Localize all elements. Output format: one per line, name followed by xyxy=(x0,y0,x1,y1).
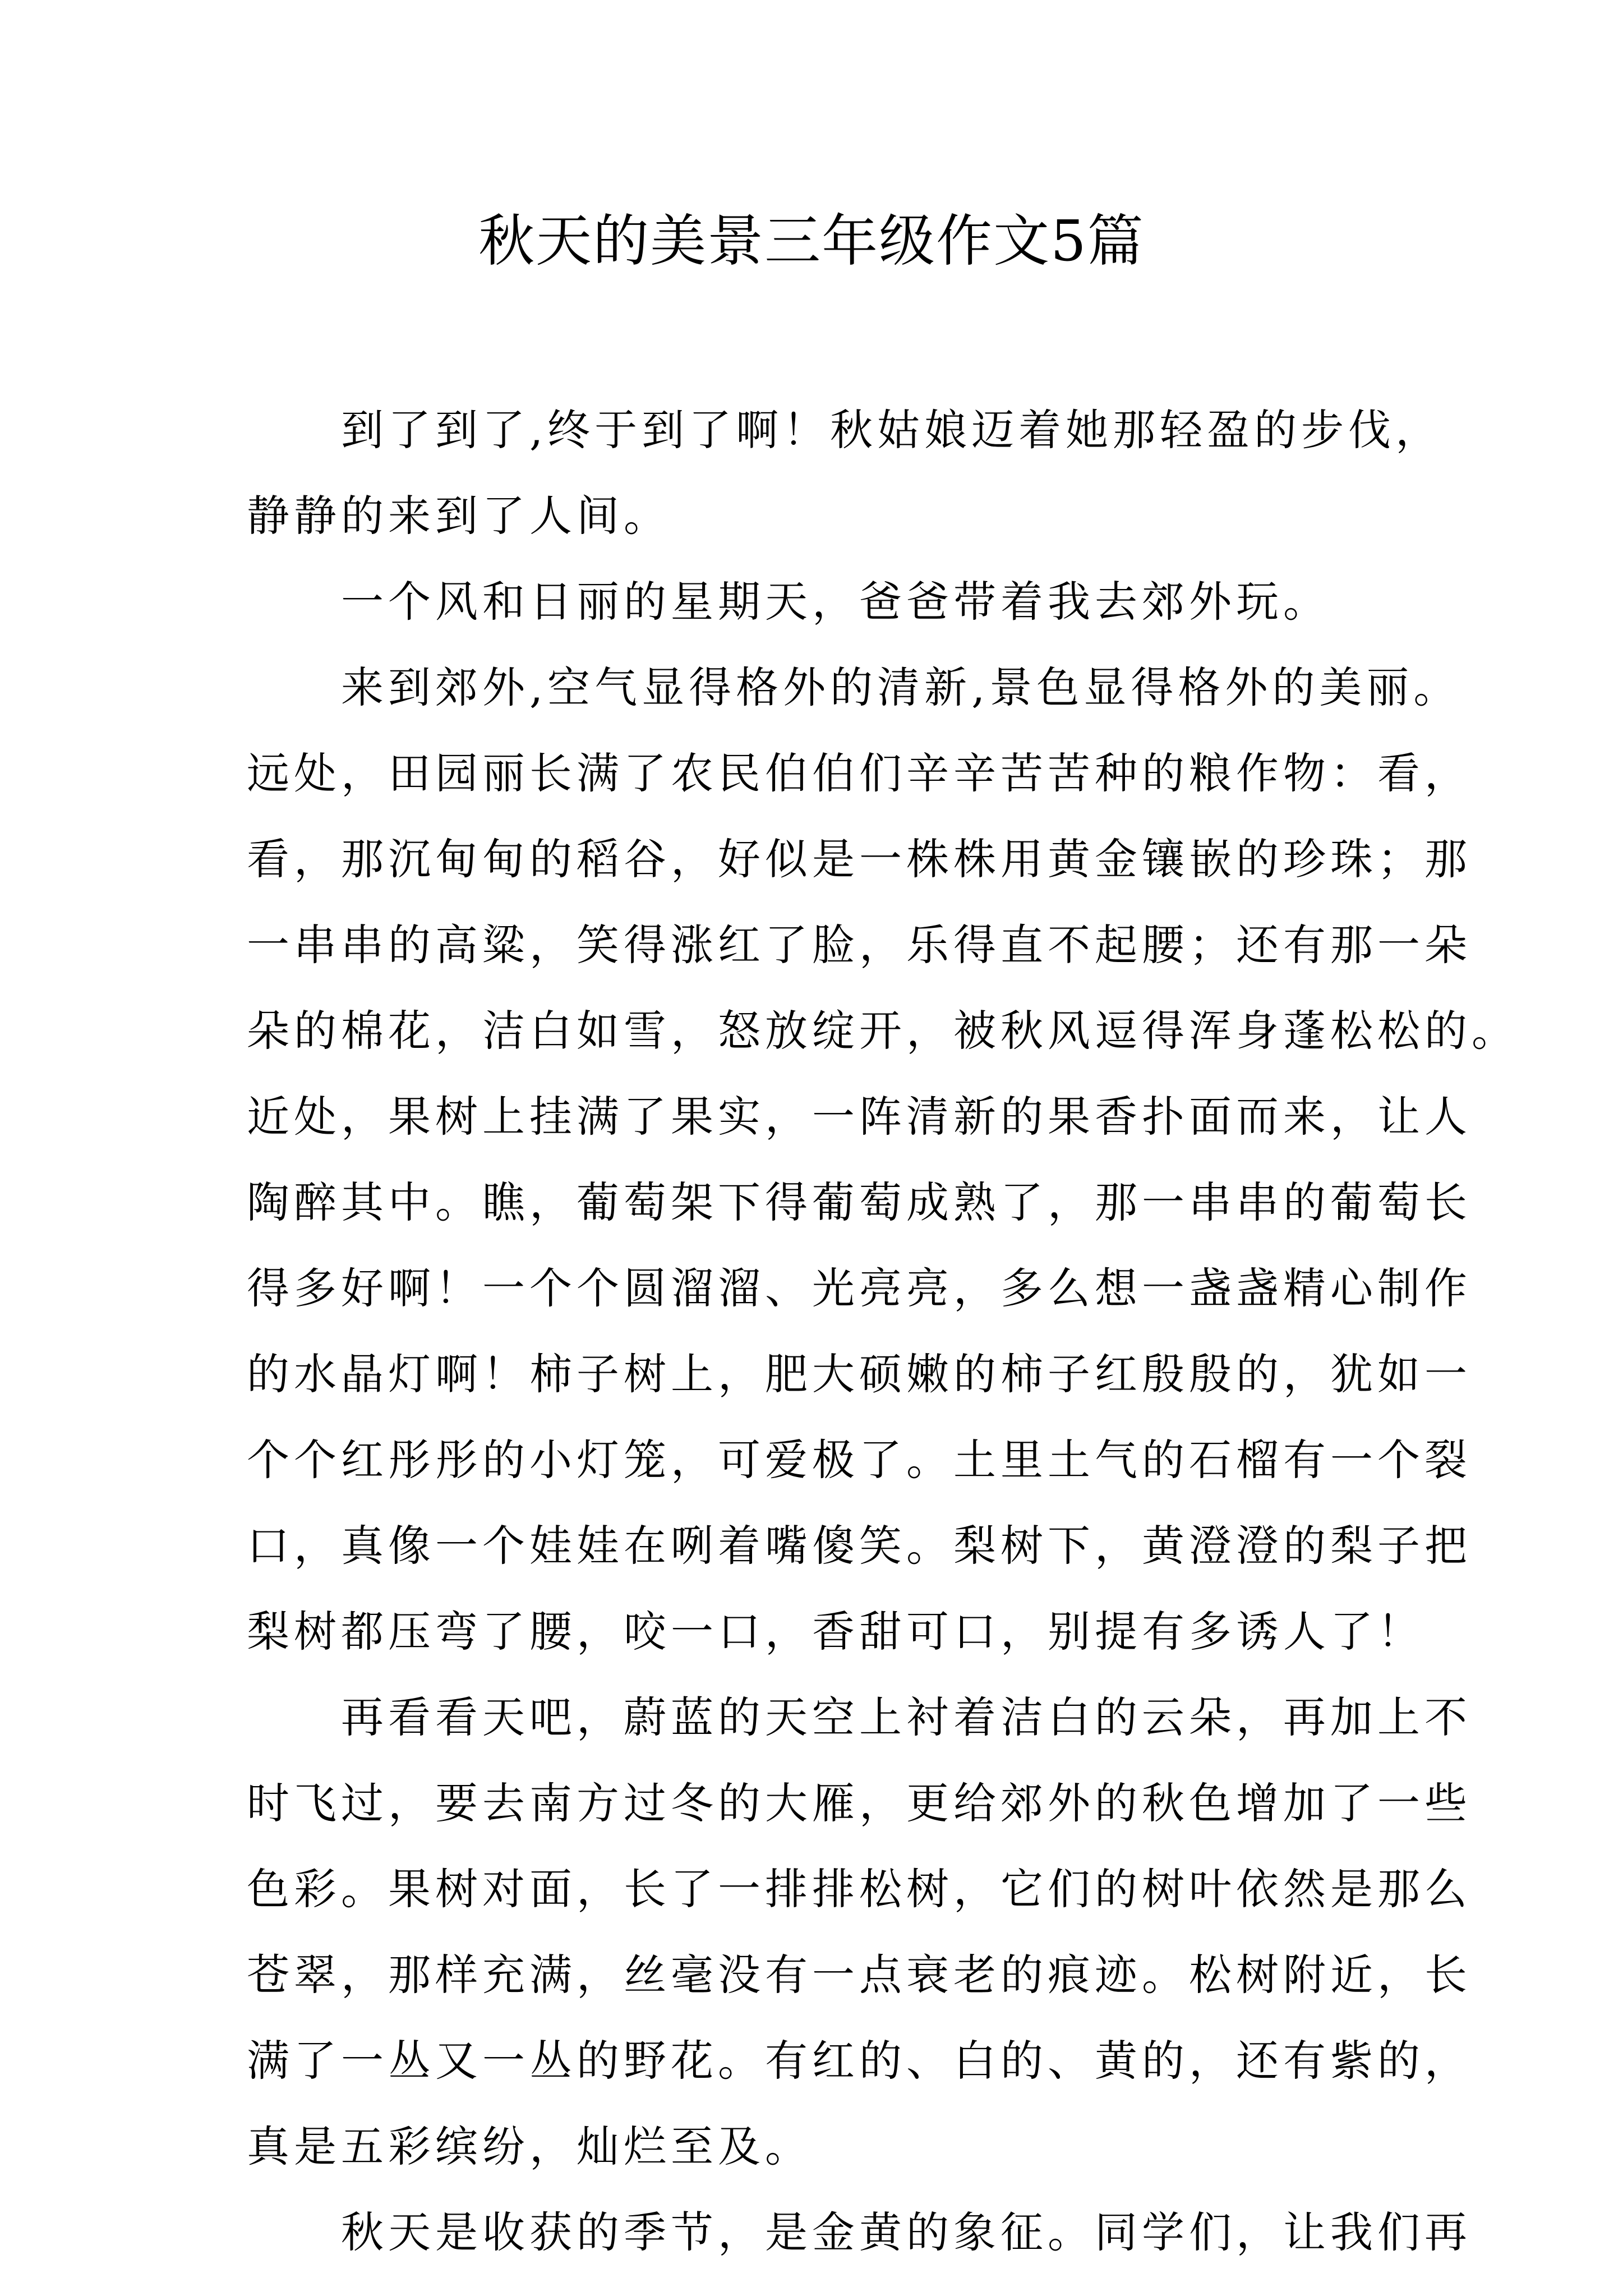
text-line: 得多好啊！一个个圆溜溜、光亮亮，多么想一盏盏精心制作 xyxy=(247,1263,1472,1313)
text-line: 陶醉其中。瞧，葡萄架下得葡萄成熟了，那一串串的葡萄长 xyxy=(247,1177,1472,1227)
document-title: 秋天的美景三年级作文5篇 xyxy=(478,208,1145,274)
text-line: 一个风和日丽的星期天，爸爸带着我去郊外玩。 xyxy=(341,577,1330,627)
text-line: 朵的棉花，洁白如雪，怒放绽开，被秋风逗得浑身蓬松松的。 xyxy=(247,1006,1519,1056)
text-line: 一串串的高粱，笑得涨红了脸，乐得直不起腰；还有那一朵 xyxy=(247,920,1472,970)
text-line: 色彩。果树对面，长了一排排松树，它们的树叶依然是那么 xyxy=(247,1864,1472,1914)
text-line: 梨树都压弯了腰，咬一口，香甜可口，别提有多诱人了！ xyxy=(247,1607,1424,1657)
text-line: 静静的来到了人间。 xyxy=(247,491,671,541)
text-line: 到了到了,终于到了啊！秋姑娘迈着她那轻盈的步伐， xyxy=(341,405,1443,455)
text-line: 口，真像一个娃娃在咧着嘴傻笑。梨树下，黄澄澄的梨子把 xyxy=(247,1521,1472,1571)
text-line: 再看看天吧，蔚蓝的天空上衬着洁白的云朵，再加上不 xyxy=(341,1692,1472,1742)
text-line: 看，那沉甸甸的稻谷，好似是一株株用黄金镶嵌的珍珠；那 xyxy=(247,834,1472,884)
text-line: 时飞过，要去南方过冬的大雁，更给郊外的秋色增加了一些 xyxy=(247,1778,1472,1828)
text-line: 满了一丛又一丛的野花。有红的、白的、黄的，还有紫的， xyxy=(247,2036,1472,2086)
text-line: 的水晶灯啊！柿子树上，肥大硕嫩的柿子红殷殷的，犹如一 xyxy=(247,1349,1472,1399)
text-line: 秋天是收获的季节，是金黄的象征。同学们，让我们再 xyxy=(341,2207,1472,2257)
text-line: 近处，果树上挂满了果实，一阵清新的果香扑面而来，让人 xyxy=(247,1092,1472,1142)
text-line: 来到郊外,空气显得格外的清新,景色显得格外的美丽。 xyxy=(341,662,1461,712)
text-line: 个个红彤彤的小灯笼，可爱极了。土里土气的石榴有一个裂 xyxy=(247,1435,1472,1485)
text-line: 远处，田园丽长满了农民伯伯们辛辛苦苦种的粮作物：看， xyxy=(247,748,1472,798)
text-line: 苍翠，那样充满，丝毫没有一点衰老的痕迹。松树附近，长 xyxy=(247,1950,1472,2000)
text-line: 真是五彩缤纷，灿烂至及。 xyxy=(247,2122,812,2171)
document-body xyxy=(247,387,1519,2275)
